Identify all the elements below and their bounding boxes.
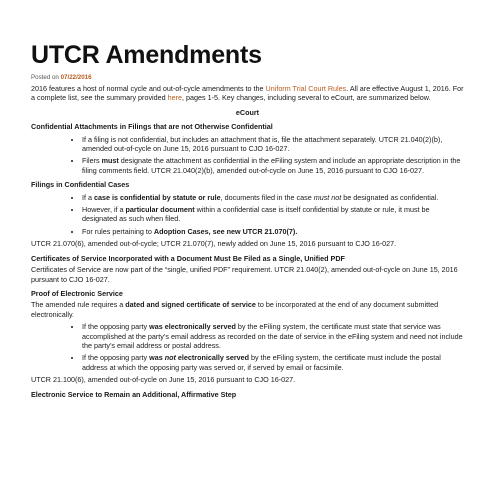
intro-text-1: 2016 features a host of normal cycle and out-of-cycle amendments to the bbox=[31, 84, 266, 93]
list-item bbox=[82, 322, 464, 350]
text: For rules pertaining to bbox=[82, 226, 154, 236]
page-title: UTCR Amendments bbox=[31, 41, 262, 69]
posted-prefix: Posted on bbox=[31, 74, 61, 81]
section-heading-certificates: Certificates of Service Incorporated with a Document Must Be Filed as a Single, Unified PDF bbox=[31, 253, 345, 263]
text: be designated as confidential. bbox=[341, 192, 439, 202]
intro-paragraph bbox=[31, 84, 464, 103]
bold-text: was electronically served bbox=[149, 322, 236, 332]
section-heading-electronic-service: Electronic Service to Remain an Additional, Affirmative Step bbox=[31, 389, 237, 399]
intro-text-3: , pages 1-5. Key changes, including several to eCourt, are summarized below. bbox=[182, 93, 431, 103]
bold-text: dated and signed certificate of service bbox=[125, 300, 256, 310]
bold-text: Adoption Cases, see new UTCR 21.070(7). bbox=[153, 226, 298, 236]
text: by the eFiling system, the certificate must include the postal address at which the opposing party was served or, if served by email or facsimile. bbox=[82, 353, 441, 372]
proof-of-service-list bbox=[31, 322, 464, 372]
text: was bbox=[149, 353, 165, 363]
section-heading-confidential-cases: Filings in Confidential Cases bbox=[31, 180, 130, 190]
text: If a bbox=[82, 192, 94, 202]
section-heading-confidential-attachments: Confidential Attachments in Filings that are not Otherwise Confidential bbox=[31, 122, 273, 132]
text: , documents filed in the case bbox=[220, 192, 314, 202]
section-heading-proof-of-service: Proof of Electronic Service bbox=[31, 288, 123, 298]
text: by the eFiling system, the certificate must state that service was accomplished at the party’s email address as recorded on the date of service in the eFiling system and need not include the party’s email address or postal address. bbox=[82, 322, 463, 350]
confidential-cases-list bbox=[31, 193, 464, 237]
bold-text: case is confidential by statute or rule bbox=[94, 192, 221, 202]
text: Filers bbox=[82, 156, 102, 166]
list-item bbox=[82, 193, 464, 202]
bold-text: particular document bbox=[125, 205, 195, 215]
list-item bbox=[82, 227, 464, 236]
text: If the opposing party bbox=[82, 322, 150, 332]
proof-of-service-text bbox=[31, 300, 464, 319]
italic-text: must not bbox=[313, 192, 342, 202]
posted-date bbox=[31, 73, 464, 82]
proof-of-service-citation: UTCR 21.100(6), amended out-of-cycle on June 15, 2016 pursuant to CJO 16-027. bbox=[31, 375, 296, 385]
ecourt-heading: eCourt bbox=[235, 107, 260, 117]
list-item bbox=[82, 156, 464, 175]
italic-text: not bbox=[164, 353, 176, 363]
bold-text: must bbox=[101, 156, 119, 166]
uniform-trial-court-rules-link[interactable]: Uniform Trial Court Rules bbox=[265, 84, 347, 93]
list-item: • If a filing is not confidential, but includes an attachment that is, file the attachment separately. UTCR 21.040(2)(b), amended out-of-cycle on June 15, 2016 pursuant to CJO 16-027. bbox=[82, 135, 464, 154]
bold-text bbox=[149, 353, 249, 362]
summary-here-link[interactable]: here bbox=[167, 93, 183, 103]
text: If the opposing party bbox=[82, 353, 150, 363]
list-item bbox=[82, 353, 464, 372]
confidential-cases-citation: UTCR 21.070(6), amended out-of-cycle; UTCR 21.070(7), newly added on June 15, 2016 pursuant to CJO 16-027. bbox=[31, 239, 397, 249]
text: to be incorporated at the end of any document submitted electronically. bbox=[31, 300, 439, 319]
text: designate the attachment as confidential in the eFiling system and include an appropriate description in the filing comments field. UTCR 21.040(2)(b), amended out-of-cycle on June 15, 2016 pursuant to CJO 16-027. bbox=[82, 156, 461, 175]
text: within a confidential case is itself confidential by statute or rule, it must be designated as such when filed. bbox=[82, 205, 430, 224]
list-item bbox=[82, 205, 464, 224]
intro-text-2: . All are effective August 1, 2016. For a complete list, see the summary provided bbox=[31, 84, 464, 103]
posted-date-value: 07/22/2016 bbox=[60, 74, 92, 81]
text: However, if a bbox=[82, 205, 126, 215]
confidential-attachments-list bbox=[31, 135, 464, 176]
text: electronically served bbox=[175, 353, 250, 363]
text: The amended rule requires a bbox=[31, 300, 126, 310]
certificates-text: Certificates of Service are now part of the “single, unified PDF” requirement. UTCR 21.040(2), amended out-of-cycle on June 15, 2016 pursuant to CJO 16-027. bbox=[31, 265, 458, 284]
